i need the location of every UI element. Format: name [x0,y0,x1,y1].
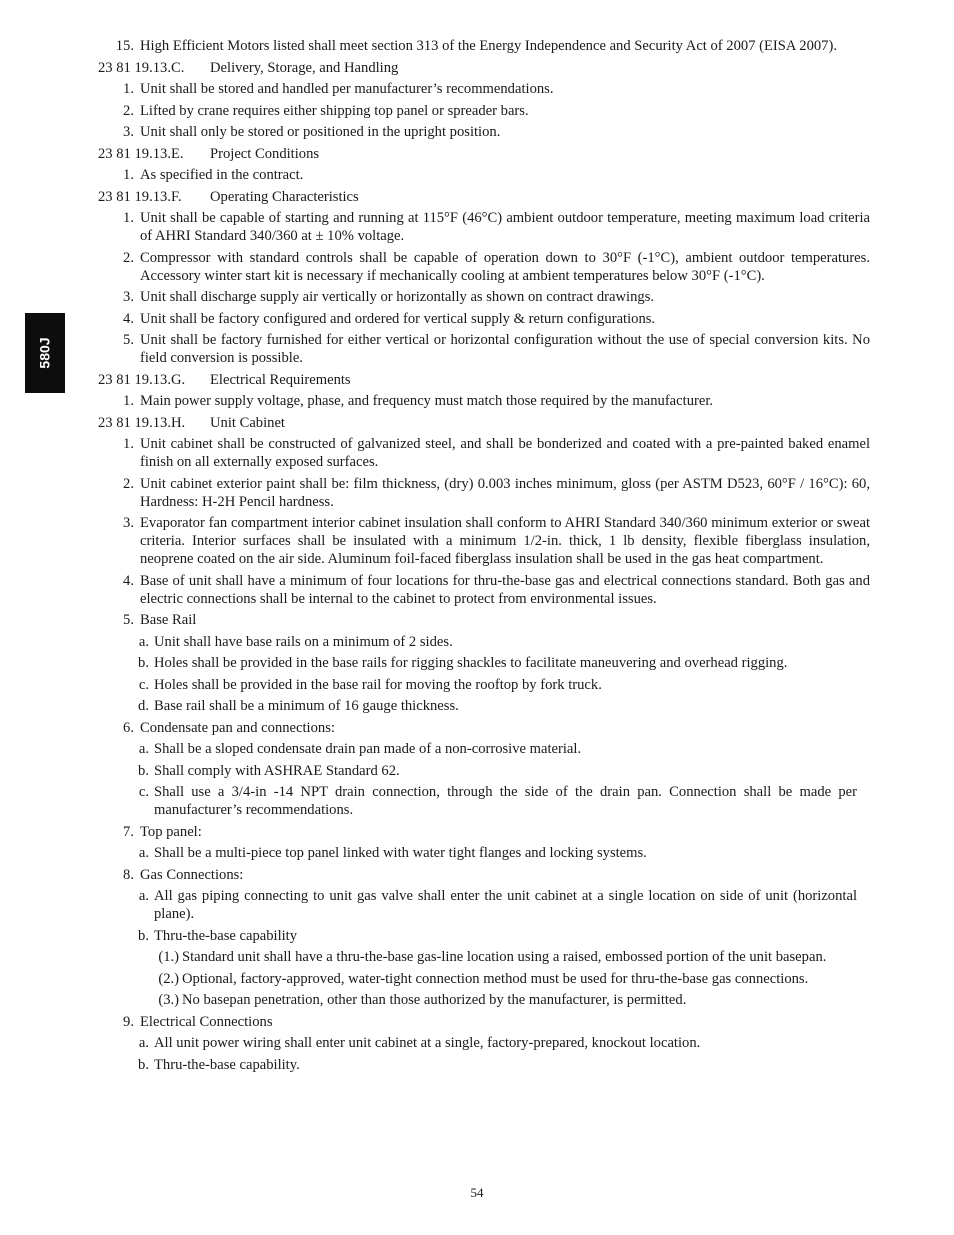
list-item-text: Unit shall have base rails on a minimum of 2 sides. [154,633,453,650]
list-item [0,123,954,141]
list-item [0,970,954,988]
list-item-number: 6. [123,719,134,736]
list-item-text: Unit shall be stored and handled per manufacturer’s recommendations. [140,81,554,97]
list-item-text: Lifted by crane requires either shipping top panel or spreader bars. [140,102,529,119]
list-item [0,611,954,629]
list-item [0,331,954,367]
section-number: 23 81 19.13.H. [98,414,186,431]
section-number: 23 81 19.13.E. [98,145,184,162]
section-heading [98,414,954,432]
list-item-number: 3. [123,515,134,531]
list-item [0,310,954,328]
list-item [0,991,954,1009]
list-item-number: 1. [123,210,134,226]
list-item-text: Base Rail [140,612,197,628]
list-item-number: 7. [123,823,134,840]
section-title: Electrical Requirements [210,371,351,388]
list-item [0,166,954,184]
list-item-number: (3.) [158,992,179,1008]
list-item-text: Condensate pan and connections: [140,719,335,736]
list-item-text: High Efficient Motors listed shall meet section 313 of the Energy Independence and Security Act of 2007 (EISA 2007). [140,38,837,54]
section-heading [98,371,954,389]
list-item-text: Thru-the-base capability. [154,1056,300,1073]
list-item-text: Unit cabinet shall be constructed of galvanized steel, and shall be bonderized and coated with a pre-painted baked enamel finish on all externally exposed surfaces. [140,436,870,470]
list-item-number: b. [138,762,149,779]
list-item-number: c. [138,784,149,800]
list-item [0,719,954,737]
list-item-number: b. [138,927,149,944]
list-item-text: Holes shall be provided in the base rails for rigging shackles to facilitate maneuvering and overhead rigging. [154,655,788,671]
list-item-number: 8. [123,866,134,883]
list-item-number: a. [138,633,149,650]
list-item-text: Base of unit shall have a minimum of four locations for thru-the-base gas and electrical connections standard. Both gas and electric connections shall be internal to the cabinet to protect from environmental issues. [140,572,870,607]
list-item-text: Thru-the-base capability [154,927,298,944]
list-item-number: 1. [123,81,134,97]
list-item-text: Compressor with standard controls shall be capable of operation down to 30°F (-1°C), ambient outdoor temperatures. Accessory winter start kit is necessary if mechanically cooling at ambient temperatures below 30°F (-1°C). [140,249,870,284]
list-item-number: b. [138,655,149,671]
list-item-text: Optional, factory-approved, water-tight connection method must be used for thru-the-base gas connections. [182,970,809,987]
list-item-text: All unit power wiring shall enter unit cabinet at a single, factory-prepared, knockout location. [154,1035,701,1051]
list-item [0,783,954,819]
list-item [0,102,954,120]
list-item-text: All gas piping connecting to unit gas valve shall enter the unit cabinet at a single location on side of unit (horizontal plane). [154,888,857,922]
list-item-number: a. [138,741,149,757]
list-item [0,697,954,715]
list-item [0,209,954,245]
list-item-number: 15. [115,38,134,54]
list-item-text: Top panel: [140,823,202,840]
list-item [0,676,954,694]
list-item-number: a. [138,845,149,861]
section-title: Unit Cabinet [210,414,285,431]
list-item-number: 3. [123,124,134,140]
list-item [0,1013,954,1031]
list-item-number: 2. [123,102,134,119]
list-item-number: 5. [123,612,134,628]
list-item-text: Shall be a sloped condensate drain pan made of a non-corrosive material. [154,741,582,757]
list-item-text: Standard unit shall have a thru-the-base gas-line location using a raised, embossed portion of the unit basepan. [182,949,827,965]
list-item [0,844,954,862]
list-item-number: 1. [123,436,134,452]
section-heading [98,188,954,206]
list-item-number: 1. [123,393,134,409]
list-item-text: Gas Connections: [140,866,244,883]
list-item-number: 2. [123,249,134,266]
spec-content [0,37,954,1077]
list-item-text: Shall use a 3/4-in -14 NPT drain connection, through the side of the drain pan. Connection shall be made per manufacturer’s recommendations. [154,784,857,818]
list-item [0,740,954,758]
list-item-number: a. [138,1035,149,1051]
list-item-number: 4. [123,310,134,327]
list-item-number: (1.) [158,949,179,965]
list-item-text: Unit shall be capable of starting and running at 115°F (46°C) ambient outdoor temperature, meeting maximum load criteria of AHRI Standard 340/360 at ± 10% voltage. [140,210,870,244]
section-number: 23 81 19.13.C. [98,59,185,76]
list-item [0,633,954,651]
section-heading [98,59,954,77]
section-title: Operating Characteristics [210,188,359,205]
list-item-text: Holes shall be provided in the base rail for moving the rooftop by fork truck. [154,676,602,693]
list-item [0,654,954,672]
list-item [0,249,954,285]
list-item [0,927,954,945]
list-item [0,475,954,511]
list-item [0,435,954,471]
section-number: 23 81 19.13.F. [98,188,182,205]
list-item-text: Unit shall be factory furnished for either vertical or horizontal configuration without the use of special conversion kits. No field conversion is possible. [140,332,870,366]
list-item-number: b. [138,1056,149,1073]
list-item-text: Shall be a multi-piece top panel linked with water tight flanges and locking systems. [154,845,647,861]
list-item-number: a. [138,888,149,904]
list-item-number: 4. [123,572,134,589]
list-item-text: Unit shall discharge supply air vertically or horizontally as shown on contract drawings. [140,289,655,305]
list-item-text: Evaporator fan compartment interior cabinet insulation shall conform to AHRI Standard 340/360 minimum exterior or sweat criteria. Interior surfaces shall be insulated with a minimum 1/2-in. thick, 1 lb density, flexible fiberglass insulation, neoprene coated on the air side. Aluminum foil-faced fiberglass insulation shall be used in the gas heat compartment. [140,515,870,567]
list-item [0,80,954,98]
list-item-text: Unit shall be factory configured and ordered for vertical supply & return configurations. [140,310,656,327]
list-item-text: As specified in the contract. [140,167,304,183]
list-item-number: 5. [123,332,134,348]
list-item-number: 9. [123,1013,134,1030]
list-item-text: Main power supply voltage, phase, and frequency must match those required by the manufacturer. [140,393,714,409]
list-item-number: 2. [123,475,134,492]
list-item-text: Unit cabinet exterior paint shall be: film thickness, (dry) 0.003 inches minimum, gloss (per ASTM D523, 60°F / 16°C): 60, Hardness: H-2H Pencil hardness. [140,475,870,510]
list-item-text: Electrical Connections [140,1013,273,1030]
list-item [0,572,954,608]
list-item-number: 1. [123,167,134,183]
list-item-text: Shall comply with ASHRAE Standard 62. [154,762,400,779]
list-item [0,1056,954,1074]
list-item-number: c. [138,676,149,693]
list-item-number: 3. [123,289,134,305]
side-tab-label: 580J [37,337,53,369]
list-item-number: (2.) [158,970,179,987]
list-item [0,1034,954,1052]
list-item [0,887,954,923]
page-number: 54 [470,1185,484,1200]
section-heading [98,145,954,163]
section-number: 23 81 19.13.G. [98,371,186,388]
list-item [0,948,954,966]
list-item [0,866,954,884]
list-item [0,288,954,306]
list-item [0,762,954,780]
section-title: Project Conditions [210,145,320,162]
section-title: Delivery, Storage, and Handling [210,59,399,76]
list-item [0,514,954,568]
list-item-text: Base rail shall be a minimum of 16 gauge thickness. [154,698,459,714]
list-item-text: Unit shall only be stored or positioned in the upright position. [140,124,501,140]
list-item-text: No basepan penetration, other than those authorized by the manufacturer, is permitted. [182,992,687,1008]
list-item [0,823,954,841]
list-item-number: d. [138,698,149,714]
list-item [0,37,954,55]
list-item [0,392,954,410]
